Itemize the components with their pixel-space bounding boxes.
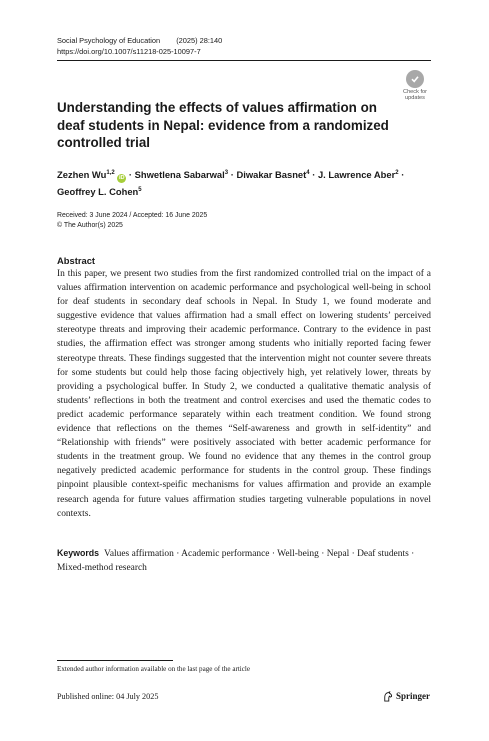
author-affiliation: 5 (138, 187, 142, 193)
keywords (57, 546, 431, 575)
author-name[interactable]: J. Lawrence Aber (317, 169, 396, 180)
author-separator: · (312, 169, 316, 180)
journal-header (57, 36, 222, 57)
check-updates-line1: Check for (403, 89, 427, 95)
abstract-text: In this paper, we present two studies from the first randomized controlled trial on the impact of a values affirmation intervention on academic performance and psychological well-being in school for deaf students in secondary deaf schools in Nepal. In Study 1, we found moderate and suggestive evidence that values affirmation had a small effect on lowering students’ perceived stereotype threats and improving their academic performance. Contrary to the evidence in past studies, the affirmation effect was stronger among students who initially reported facing fewer stereotype threats. These findings suggested that the intervention might not counter severe threats for some students but could help those facing objectively high, yet relatively lower, threats by providing a psychological buffer. In Study 2, we conducted a qualitative thematic analysis of students’ reflections in both the treatment and control exercises and used the thematic codes to predict academic performance separately within each treatment condition. We found strong evidence that reflections on the themes “Self-awareness and growth in self-identity” and “Relationship with friends” were positively associated with better academic performance for students in the treatment group. We found no evidence that any themes in the control group negatively predicted academic performance for students in the control group. These findings pinpoint plausible context-speific mechanisms for values affirmation and provide an example research agenda for future values affirmation studies targeting vulnerable populations in novel contexts. (57, 269, 431, 519)
abstract-heading: Abstract (57, 255, 96, 266)
check-updates-line2: updates (405, 95, 425, 102)
copyright: © The Author(s) 2025 (57, 222, 123, 230)
author-name[interactable]: Diwakar Basnet (236, 169, 307, 180)
author-list (57, 166, 429, 200)
published-date: Published online: 04 July 2025 (57, 692, 159, 701)
article-title: Understanding the effects of values affirmation on deaf students in Nepal: evidence from a randomized controlled trial (57, 100, 389, 151)
footnote-rule (57, 660, 173, 661)
author-separator: · (128, 169, 132, 180)
article-dates (57, 211, 207, 232)
footnote: Extended author information available on the last page of the article (57, 665, 251, 673)
author-affiliation: 4 (306, 170, 310, 176)
author-affiliation: 3 (224, 170, 229, 176)
publisher-name: Springer (396, 691, 431, 701)
author-name[interactable]: Geoffrey L. Cohen (57, 186, 139, 197)
publisher-logo (382, 691, 430, 702)
springer-horse-icon (382, 691, 393, 702)
keywords-label: Keywords (57, 548, 100, 558)
author-separator: · (401, 169, 405, 180)
orcid-icon[interactable]: iD (118, 175, 125, 181)
journal-issue: (2025) 28:140 (176, 36, 223, 45)
author-separator: · (230, 169, 234, 180)
keywords-text: Values affirmation · Academic performance · Well-being · Nepal · Deaf students · Mixed-method research (57, 549, 415, 574)
author-affiliation: 2 (395, 170, 399, 176)
header-rule (57, 60, 431, 61)
journal-name: Social Psychology of Education (57, 36, 161, 45)
author-name[interactable]: Shwetlena Sabarwal (134, 169, 225, 180)
author-name[interactable]: Zezhen Wu (57, 169, 107, 180)
check-updates-icon (406, 70, 424, 88)
doi-link[interactable]: https://doi.org/10.1007/s11218-025-10097-7 (57, 46, 201, 56)
received-accepted: Received: 3 June 2024 / Accepted: 16 June 2025 (57, 212, 208, 219)
author-affiliation: 1,2 (106, 170, 115, 176)
